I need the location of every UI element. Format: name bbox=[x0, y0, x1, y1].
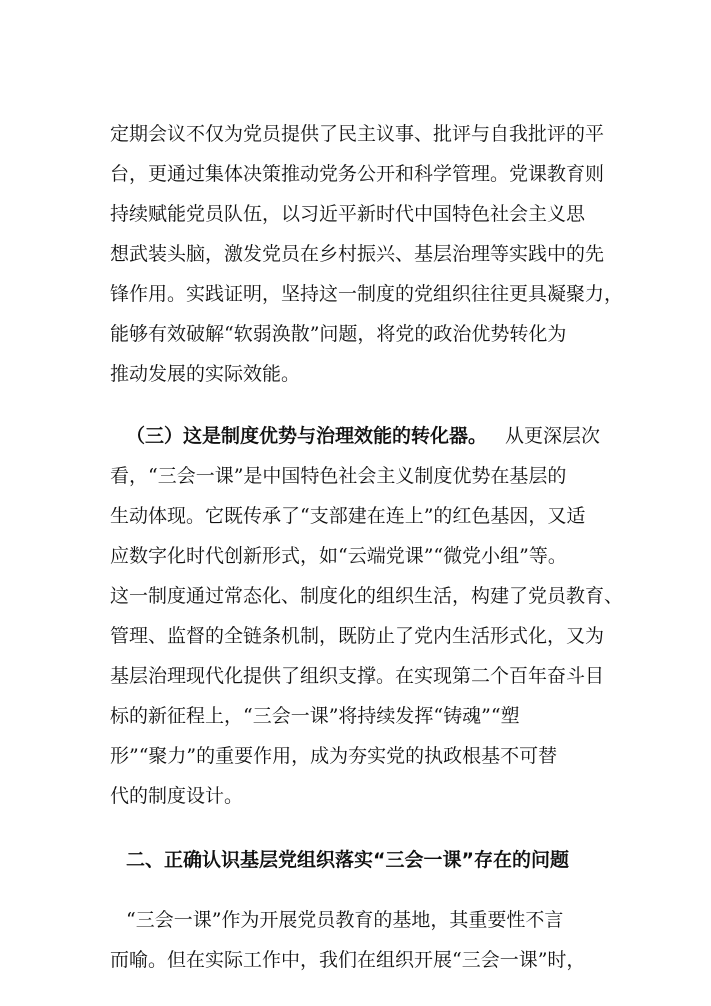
paragraph-2-line-1 bbox=[0, 416, 711, 456]
paragraph-1-line-5 bbox=[0, 274, 711, 314]
text-line: 管理、监督的全链条机制，既防止了党内生活形式化，又为 bbox=[110, 625, 605, 647]
text-line: 而喻。但在实际工作中，我们在组织开展“三会一课”时， bbox=[110, 949, 586, 971]
paragraph-2-line-2 bbox=[0, 456, 711, 496]
paragraph-1-line-6 bbox=[0, 314, 711, 354]
text-line: 看，“三会一课”是中国特色社会主义制度优势在基层的 bbox=[110, 465, 567, 487]
text-line: 从更深层次 bbox=[505, 425, 601, 447]
section-heading-line bbox=[0, 840, 711, 880]
paragraph-3-line-2 bbox=[0, 940, 711, 980]
text-line: 想武装头脑，激发党员在乡村振兴、基层治理等实践中的先 bbox=[110, 243, 605, 265]
paragraph-1-line-3 bbox=[0, 194, 711, 234]
text-line: 定期会议不仅为党员提供了民主议事、批评与自我批评的平 bbox=[110, 123, 605, 145]
paragraph-1-line-7 bbox=[0, 354, 711, 394]
text-line: 台，更通过集体决策推动党务公开和科学管理。党课教育则 bbox=[110, 163, 605, 185]
text-line: 推动发展的实际效能。 bbox=[110, 363, 301, 385]
subsection-heading: （三）这是制度优势与治理效能的转化器。 bbox=[126, 425, 488, 447]
text-line: “三会一课”作为开展党员教育的基地，其重要性不言 bbox=[126, 909, 564, 931]
text-line: 生动体现。它既传承了“支部建在连上”的红色基因，又适 bbox=[110, 505, 586, 527]
paragraph-2-line-7 bbox=[0, 656, 711, 696]
text-line: 基层治理现代化提供了组织支撑。在实现第二个百年奋斗目 bbox=[110, 665, 605, 687]
text-line: 标的新征程上，“三会一课”将持续发挥“铸魂”“塑 bbox=[110, 705, 520, 727]
paragraph-1-line-2 bbox=[0, 154, 711, 194]
text-line: 应数字化时代创新形式，如“云端党课”“微党小组”等。 bbox=[110, 545, 567, 567]
paragraph-1-line-4 bbox=[0, 234, 711, 274]
paragraph-2-line-5 bbox=[0, 576, 711, 616]
paragraph-2-line-10 bbox=[0, 776, 711, 816]
text-line: 持续赋能党员队伍，以习近平新时代中国特色社会主义思 bbox=[110, 203, 586, 225]
paragraph-2-line-3 bbox=[0, 496, 711, 536]
paragraph-2-line-8 bbox=[0, 696, 711, 736]
paragraph-2-line-4 bbox=[0, 536, 711, 576]
paragraph-2-line-6 bbox=[0, 616, 711, 656]
paragraph-1-line-1 bbox=[0, 114, 711, 154]
paragraph-3-line-1 bbox=[0, 900, 711, 940]
text-line: 形”“聚力”的重要作用，成为夯实党的执政根基不可替 bbox=[110, 745, 558, 767]
text-line: 代的制度设计。 bbox=[110, 785, 244, 807]
section-heading: 二、正确认识基层党组织落实“三会一课”存在的问题 bbox=[126, 849, 569, 871]
text-line: 这一制度通过常态化、制度化的组织生活，构建了党员教育、 bbox=[110, 585, 624, 607]
text-line: 锋作用。实践证明，坚持这一制度的党组织往往更具凝聚力， bbox=[110, 283, 624, 305]
text-line: 能够有效破解“软弱涣散”问题，将党的政治优势转化为 bbox=[110, 323, 567, 345]
paragraph-2-line-9 bbox=[0, 736, 711, 776]
